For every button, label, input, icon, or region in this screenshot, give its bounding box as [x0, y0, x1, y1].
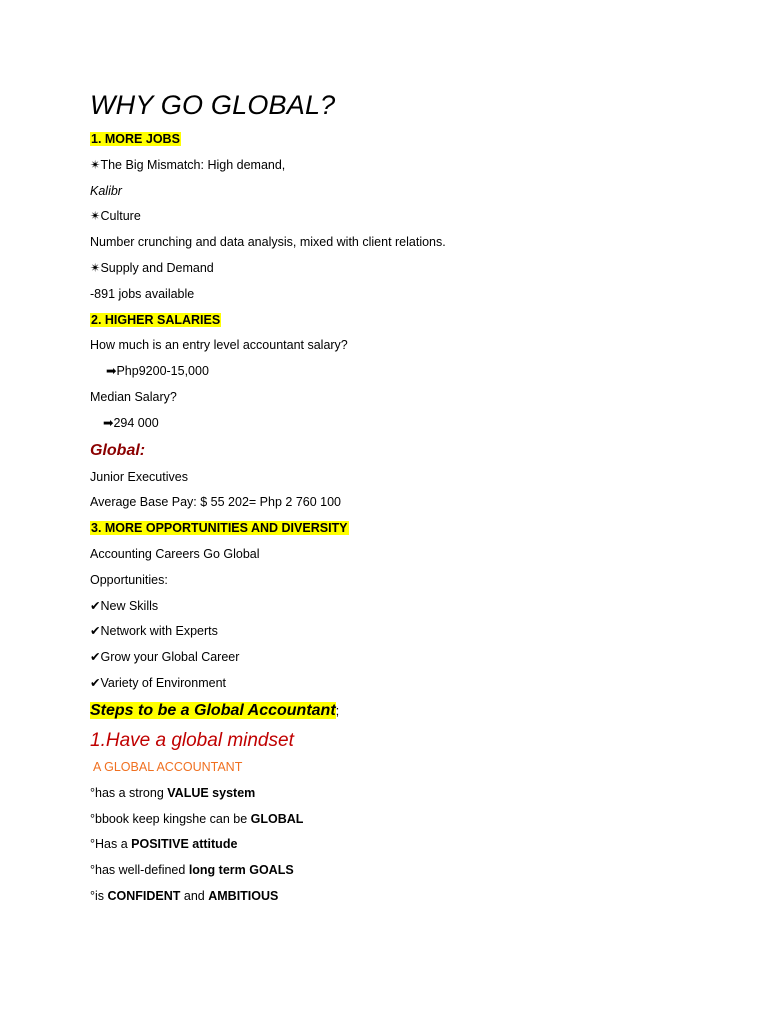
body-line: Average Base Pay: $ 55 202= Php 2 760 100: [90, 495, 342, 510]
checklist-item: ✔New Skills: [90, 598, 159, 613]
body-line: Accounting Careers Go Global: [90, 546, 260, 561]
global-heading: Global:: [90, 441, 146, 459]
salary-question: How much is an entry level accountant salary?: [90, 338, 348, 353]
trait-item: °Has a POSITIVE attitude: [90, 837, 238, 852]
median-answer: ➡294 000: [103, 415, 159, 430]
document-page: [90, 88, 730, 914]
body-line: ✴Culture: [90, 209, 141, 224]
salary-answer: ➡Php9200-15,000: [106, 364, 209, 379]
checklist-item: ✔Variety of Environment: [90, 675, 226, 690]
body-line: ✴Supply and Demand: [90, 260, 214, 275]
highlighted-heading: 3. MORE OPPORTUNITIES AND DIVERSITY: [91, 521, 348, 536]
body-line: ✴The Big Mismatch: High demand,: [90, 157, 286, 172]
steps-heading: Steps to be a Global Accountant;: [90, 701, 340, 719]
trait-item: °is CONFIDENT and AMBITIOUS: [90, 888, 279, 903]
page-title: WHY GO GLOBAL?: [90, 90, 336, 120]
section-heading-opportunities: [90, 520, 730, 536]
trait-item: °has a strong VALUE system: [90, 785, 256, 800]
trait-item: °has well-defined long term GOALS: [90, 863, 294, 878]
median-question: Median Salary?: [90, 389, 177, 404]
trait-item: °bbook keep kingshe can be GLOBAL: [90, 811, 304, 826]
body-line: Junior Executives: [90, 469, 188, 484]
body-line: Number crunching and data analysis, mixed with client relations.: [90, 235, 446, 250]
body-line: Opportunities:: [90, 572, 168, 587]
section-heading-higher-salaries: [90, 312, 730, 328]
section-heading-more-jobs: [90, 131, 730, 147]
body-line: Kalibr: [90, 183, 122, 198]
highlighted-heading: 2. HIGHER SALARIES: [91, 312, 221, 327]
step-one-heading: 1.Have a global mindset: [90, 729, 294, 751]
body-line: -891 jobs available: [90, 286, 195, 301]
highlighted-heading: 1. MORE JOBS: [91, 132, 180, 146]
global-accountant-subheading: A GLOBAL ACCOUNTANT: [93, 759, 243, 774]
checklist-item: ✔Grow your Global Career: [90, 650, 240, 665]
checklist-item: ✔Network with Experts: [90, 624, 218, 639]
